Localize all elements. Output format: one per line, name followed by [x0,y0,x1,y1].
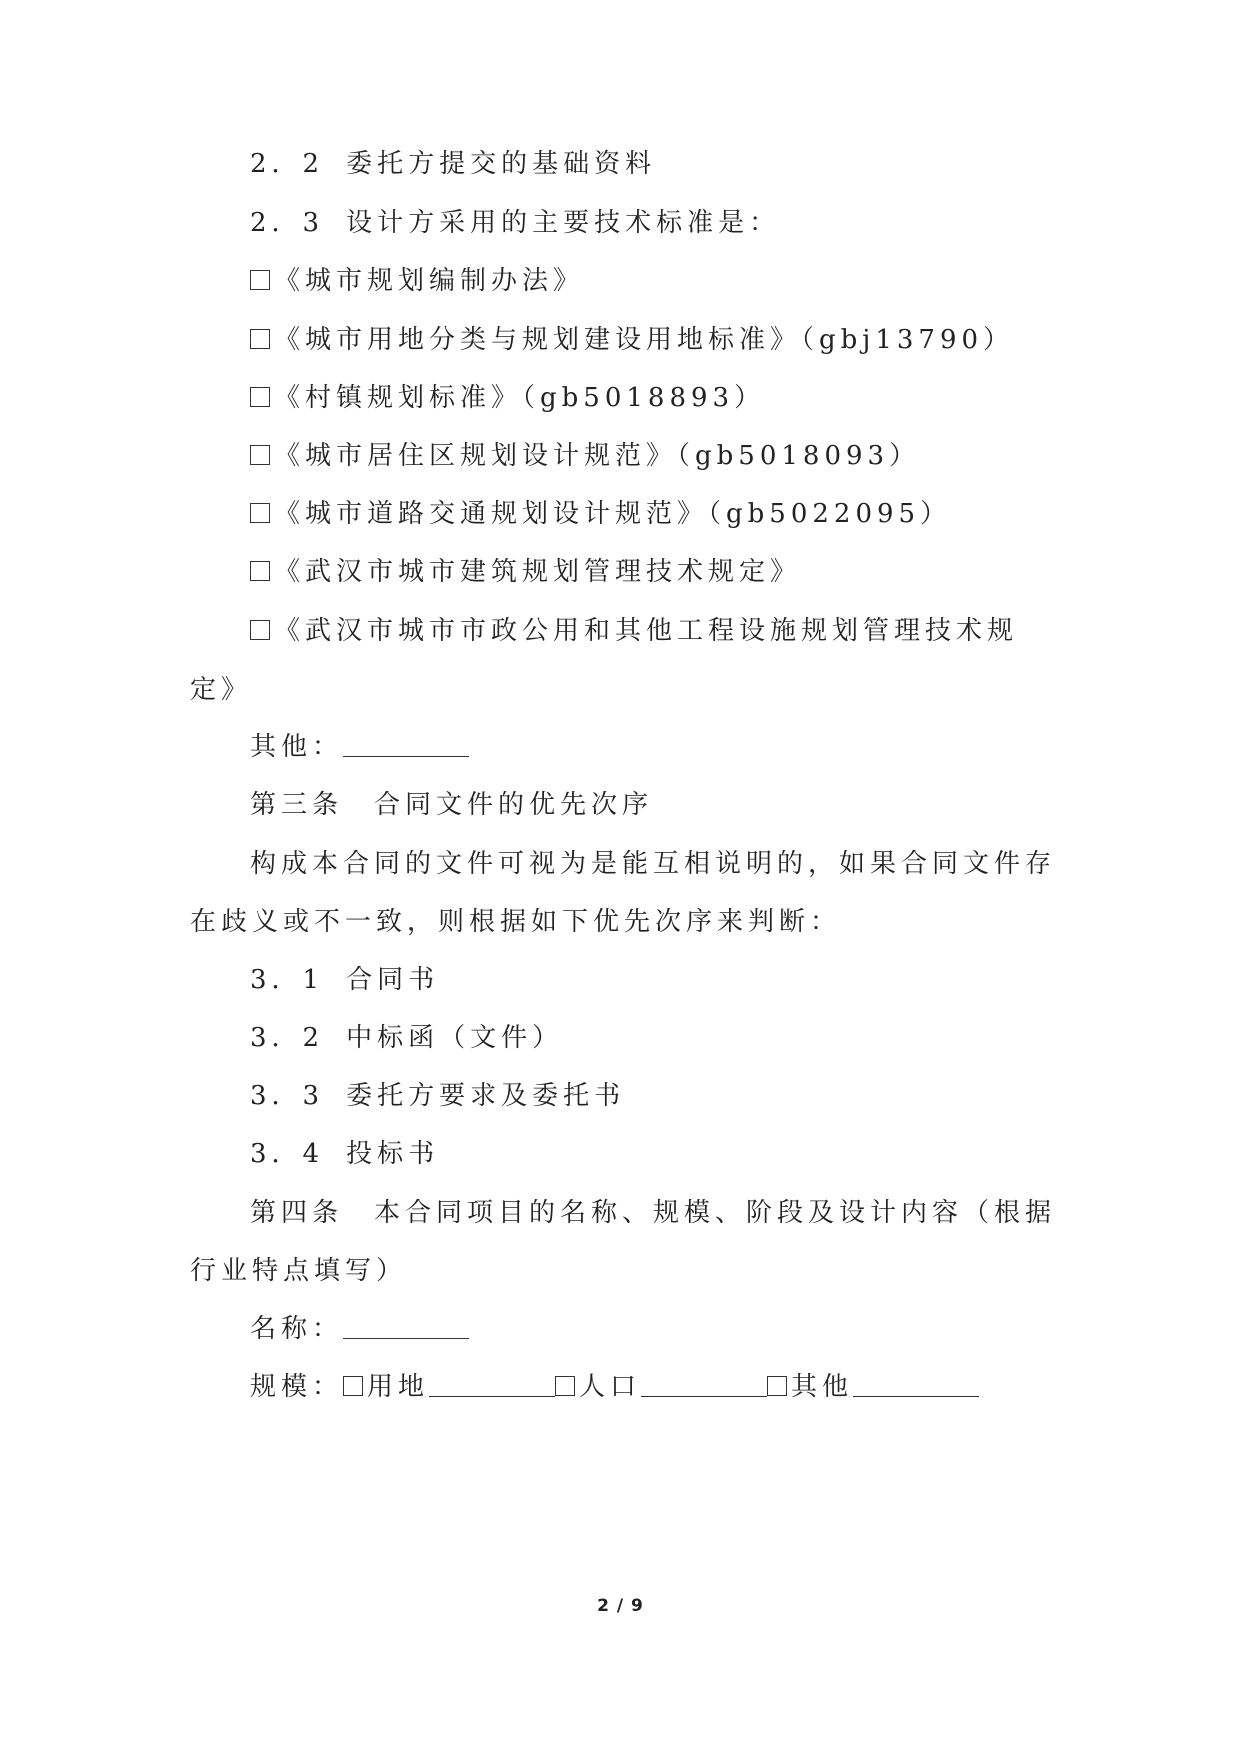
clause-number: 3．3 [250,1081,325,1111]
clause-2-3 [250,205,780,241]
standard-label: 定》 [190,675,253,705]
clause-text: 合同书 [346,965,440,995]
standard-item [250,496,951,532]
standard-label: 《村镇规划标准》（gb5018893） [274,383,766,413]
standard-label: 《城市道路交通规划设计规范》（gb5022095） [274,499,952,529]
clause-text: 委托方提交的基础资料 [346,149,657,179]
clause-text: 委托方要求及委托书 [346,1081,626,1111]
scale-option-other: 其他 [791,1372,854,1402]
standard-item [250,380,765,416]
article-title: 第四条 本合同项目的名称、规模、阶段及设计内容（根据 [250,1198,1057,1228]
clause-text: 中标函（文件） [346,1023,564,1053]
clause-2-2 [250,146,656,182]
checkbox[interactable] [555,1376,575,1396]
scale-label: 规模： [250,1372,344,1402]
checkbox[interactable] [343,1376,363,1396]
standard-item [250,554,801,590]
checkbox[interactable] [767,1376,787,1396]
checkbox[interactable] [250,561,270,581]
clause-3-1 [250,962,439,998]
standard-item [250,613,1018,649]
article-title: 行业特点填写） [190,1256,408,1286]
clause-3-4 [250,1136,439,1172]
article-4-title-line1 [250,1195,1056,1231]
checkbox[interactable] [250,270,270,290]
other-input[interactable] [343,732,469,757]
checkbox[interactable] [250,620,270,640]
article-title: 第三条 合同文件的优先次序 [250,790,654,820]
scale-option-population: 人口 [579,1372,642,1402]
clause-3-3 [250,1078,625,1114]
clause-number: 2．3 [250,208,325,238]
clause-number: 2．2 [250,149,325,179]
standard-item-continued [190,672,252,708]
scale-field [250,1369,979,1405]
standard-label: 《城市居住区规划设计规范》（gb5018093） [274,441,921,471]
page-number: 2 / 9 [597,1596,644,1616]
article-4-title-line2 [190,1253,407,1289]
other-field [250,729,469,765]
standard-label: 《城市规划编制办法》 [274,266,585,296]
standard-label: 《武汉市城市市政公用和其他工程设施规划管理技术规 [274,616,1019,646]
checkbox[interactable] [250,445,270,465]
other-label: 其他： [250,732,344,762]
standard-item [250,322,1014,358]
name-input[interactable] [343,1314,469,1339]
clause-number: 3．4 [250,1139,325,1169]
clause-text: 投标书 [346,1139,440,1169]
checkbox[interactable] [250,329,270,349]
article-3-paragraph-line1 [250,846,1056,882]
standard-item [250,263,584,299]
population-input[interactable] [641,1372,767,1397]
clause-text: 设计方采用的主要技术标准是： [346,208,781,238]
clause-number: 3．1 [250,965,325,995]
standard-label: 《城市用地分类与规划建设用地标准》（gbj13790） [274,325,1015,355]
paragraph-text: 构成本合同的文件可视为是能互相说明的，如果合同文件存 [250,849,1057,879]
checkbox[interactable] [250,387,270,407]
article-3-paragraph-line2 [190,904,841,940]
checkbox[interactable] [250,503,270,523]
clause-number: 3．2 [250,1023,325,1053]
clause-3-2 [250,1020,563,1056]
scale-option-land: 用地 [367,1372,430,1402]
name-label: 名称： [250,1314,344,1344]
standard-item [250,438,920,474]
name-field [250,1311,469,1347]
paragraph-text: 在歧义或不一致，则根据如下优先次序来判断： [190,907,842,937]
article-3-title [250,787,653,823]
land-input[interactable] [429,1372,555,1397]
standard-label: 《武汉市城市建筑规划管理技术规定》 [274,557,802,587]
other-scale-input[interactable] [853,1372,979,1397]
